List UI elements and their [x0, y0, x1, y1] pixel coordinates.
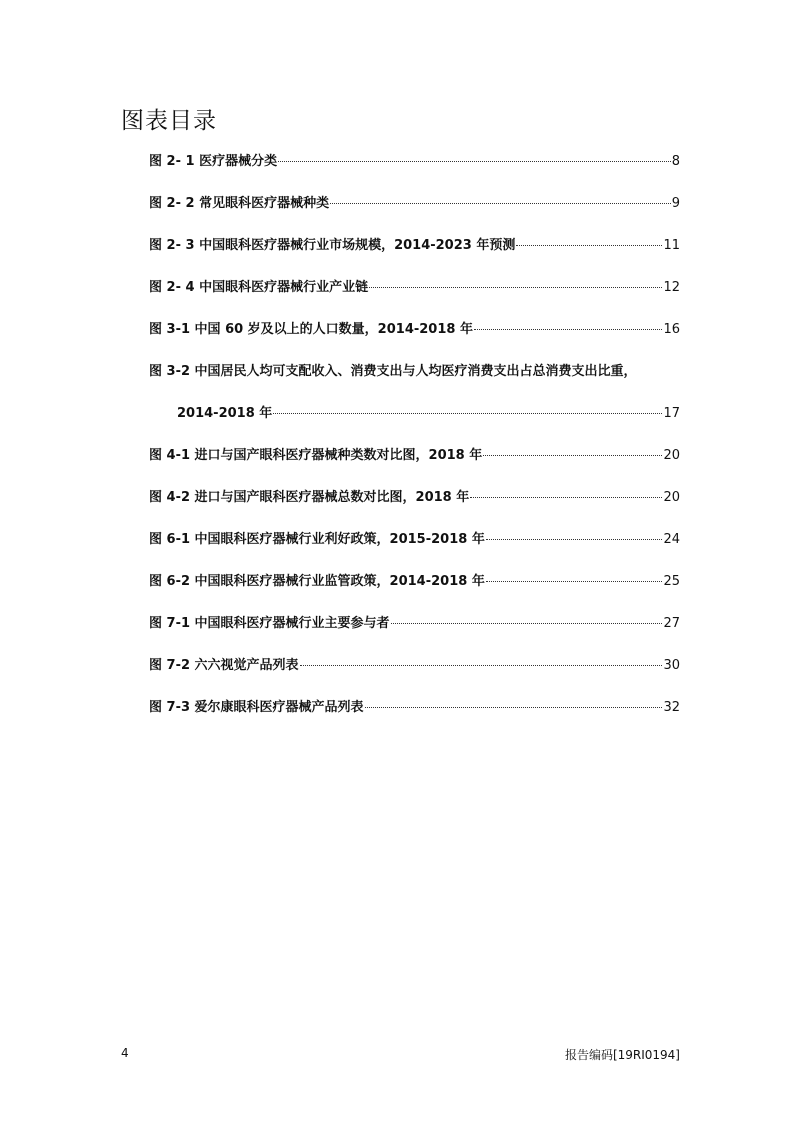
dot-leader — [330, 203, 671, 204]
dot-leader — [516, 245, 662, 246]
toc-entry[interactable] — [149, 192, 680, 214]
toc-entry-label: 图 3-1 中国 60 岁及以上的人口数量，2014-2018 年 — [149, 322, 473, 337]
toc-entry[interactable] — [149, 444, 680, 466]
dot-leader — [391, 623, 663, 624]
toc-entry-label: 图 2- 2 常见眼科医疗器械种类 — [149, 196, 330, 211]
toc-entry-page: 25 — [663, 574, 680, 589]
toc-entry-label: 2014-2018 年 — [177, 406, 273, 421]
dot-leader — [483, 455, 662, 456]
dot-leader — [300, 665, 663, 666]
toc-entry-page: 9 — [671, 196, 680, 211]
toc-entry-page: 27 — [663, 616, 680, 631]
toc-entry-label: 图 3-2 中国居民人均可支配收入、消费支出与人均医疗消费支出占总消费支出比重， — [149, 364, 637, 379]
toc-entry-page: 30 — [663, 658, 680, 673]
toc-entry[interactable] — [149, 234, 680, 256]
footer-page-number: 4 — [121, 1046, 129, 1060]
dot-leader — [273, 413, 662, 414]
toc-entry-label: 图 2- 1 医疗器械分类 — [149, 154, 278, 169]
page-title: 图表目录 — [121, 108, 217, 134]
toc-entry-page: 32 — [663, 700, 680, 715]
toc-entry-label: 图 4-2 进口与国产眼科医疗器械总数对比图，2018 年 — [149, 490, 470, 505]
toc-entry[interactable] — [149, 360, 680, 382]
toc-entry[interactable] — [149, 654, 680, 676]
toc-entry-label: 图 2- 3 中国眼科医疗器械行业市场规模，2014-2023 年预测 — [149, 238, 516, 253]
toc-entry[interactable] — [149, 486, 680, 508]
dot-leader — [470, 497, 662, 498]
toc-entry-label: 图 4-1 进口与国产眼科医疗器械种类数对比图，2018 年 — [149, 448, 483, 463]
dot-leader — [486, 539, 663, 540]
dot-leader — [486, 581, 663, 582]
toc-entry[interactable] — [149, 150, 680, 172]
toc-entry-page: 24 — [663, 532, 680, 547]
toc-entry[interactable] — [149, 276, 680, 298]
dot-leader — [369, 287, 662, 288]
toc-entry[interactable] — [149, 570, 680, 592]
toc-entry[interactable] — [149, 696, 680, 718]
toc-entry-label: 图 7-1 中国眼科医疗器械行业主要参与者 — [149, 616, 390, 631]
toc-entry[interactable] — [149, 528, 680, 550]
toc-entry-label: 图 2- 4 中国眼科医疗器械行业产业链 — [149, 280, 369, 295]
toc-entry-page: 20 — [663, 448, 680, 463]
footer-report-code: 报告编码[19RI0194] — [564, 1048, 680, 1062]
dot-leader — [365, 707, 663, 708]
toc-entry-label: 图 7-3 爱尔康眼科医疗器械产品列表 — [149, 700, 364, 715]
dot-leader — [278, 161, 671, 162]
toc-entry-label: 图 6-1 中国眼科医疗器械行业利好政策，2015-2018 年 — [149, 532, 485, 547]
toc-entry-label: 图 6-2 中国眼科医疗器械行业监管政策，2014-2018 年 — [149, 574, 485, 589]
dot-leader — [474, 329, 662, 330]
toc-entry[interactable] — [149, 612, 680, 634]
toc-entry-page: 8 — [671, 154, 680, 169]
toc-entry-label: 图 7-2 六六视觉产品列表 — [149, 658, 299, 673]
toc-entry-page: 17 — [663, 406, 680, 421]
toc-entry-continuation[interactable] — [149, 402, 680, 424]
toc-entry-page: 12 — [663, 280, 680, 295]
toc-entry[interactable] — [149, 318, 680, 340]
toc-entry-page: 16 — [663, 322, 680, 337]
toc-entry-page: 11 — [663, 238, 680, 253]
toc-entry-page: 20 — [663, 490, 680, 505]
